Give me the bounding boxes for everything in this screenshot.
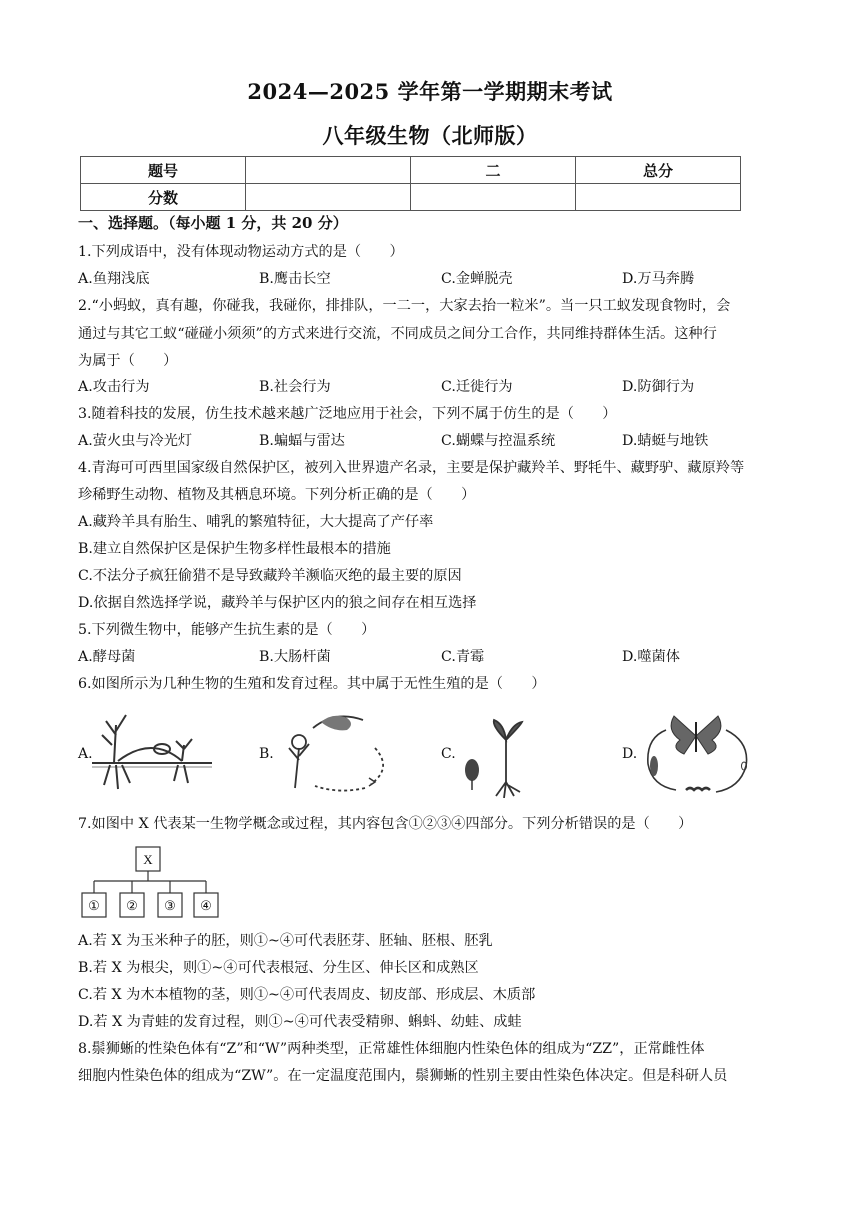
diagram-child-label: ③ (164, 898, 176, 913)
figure-label-c: C. (441, 746, 456, 762)
question-stem-line: 2.“小蚂蚁，真有趣，你碰我，我碰你，排排队，一二一，大家去抬一粒米”。当一只工蚁发现食物时，会 (78, 298, 731, 314)
option-a: A.攻击行为 (78, 379, 150, 395)
option-d: D.蜻蜓与地铁 (622, 433, 709, 449)
option-b: B.鹰击长空 (259, 271, 331, 287)
question-stem-line: 8.鬃狮蜥的性染色体有“Z”和“W”两种类型，正常雄性体细胞内性染色体的组成为“ZZ”，正常雌性体 (78, 1041, 705, 1057)
score-cell (246, 157, 411, 184)
option-c: C.迁徙行为 (441, 379, 513, 395)
option-c: C.青霉 (441, 649, 485, 665)
option-c: C.若 X 为木本植物的茎，则①~④可代表周皮、韧皮部、形成层、木质部 (78, 987, 536, 1003)
score-cell: 题号 (81, 157, 246, 184)
option-c: C.金蝉脱壳 (441, 271, 513, 287)
score-table (80, 156, 741, 211)
score-cell: 总分 (576, 157, 741, 184)
option-b: B.若 X 为根尖，则①~④可代表根冠、分生区、伸长区和成熟区 (78, 960, 479, 976)
question-stem-line: 为属于（ ） (78, 353, 178, 369)
option-a: A.藏羚羊具有胎生、哺乳的繁殖特征，大大提高了产仔率 (78, 514, 434, 530)
score-cell: 分数 (81, 184, 246, 211)
plant-runner-figure (92, 705, 212, 795)
option-d: D.防御行为 (622, 379, 695, 395)
option-d: D.万马奔腾 (622, 271, 695, 287)
flower-cycle-figure (275, 708, 400, 794)
diagram-child-label: ② (126, 898, 138, 913)
figure-label-d: D. (622, 746, 638, 762)
option-a: A.若 X 为玉米种子的胚，则①~④可代表胚芽、胚轴、胚根、胚乳 (78, 933, 493, 949)
option-d: D.依据自然选择学说，藏羚羊与保护区内的狼之间存在相互选择 (78, 595, 477, 611)
option-d: D.若 X 为青蛙的发育过程，则①~④可代表受精卵、蝌蚪、幼蛙、成蛙 (78, 1014, 522, 1030)
butterfly-metamorphosis-figure (636, 708, 756, 798)
option-a: A.鱼翔浅底 (78, 271, 150, 287)
diagram-root-label: X (143, 852, 153, 867)
question-stem: 3.随着科技的发展，仿生技术越来越广泛地应用于社会，下列不属于仿生的是（ ） (78, 406, 617, 422)
question-stem-line: 4.青海可可西里国家级自然保护区，被列入世界遗产名录，主要是保护藏羚羊、野牦牛、藏野驴、藏原羚等 (78, 460, 745, 476)
seed-germination-figure (458, 712, 538, 798)
concept-tree-diagram (80, 845, 230, 920)
option-b: B.蝙蝠与雷达 (259, 433, 345, 449)
figure-label-b: B. (259, 746, 274, 762)
option-b: B.大肠杆菌 (259, 649, 331, 665)
question-stem-line: 珍稀野生动物、植物及其栖息环境。下列分析正确的是（ ） (78, 487, 476, 503)
question-stem-line: 通过与其它工蚁“碰碰小须须”的方式来进行交流，不同成员之间分工合作，共同维持群体生活。这种行 (78, 326, 717, 342)
score-cell (411, 184, 576, 211)
page-subtitle: 八年级生物（北师版） (322, 123, 538, 148)
option-c: C.不法分子疯狂偷猎不是导致藏羚羊濒临灭绝的最主要的原因 (78, 568, 462, 584)
score-table-score-row (81, 184, 741, 211)
question-stem: 7.如图中 X 代表某一生物学概念或过程，其内容包含①②③④四部分。下列分析错误的是（ ） (78, 816, 693, 832)
question-stem: 6.如图所示为几种生物的生殖和发育过程。其中属于无性生殖的是（ ） (78, 676, 546, 692)
score-table-header-row (81, 157, 741, 184)
question-stem: 1.下列成语中，没有体现动物运动方式的是（ ） (78, 244, 404, 260)
score-cell: 二 (411, 157, 576, 184)
option-a: A.萤火虫与冷光灯 (78, 433, 193, 449)
question-stem-line: 细胞内性染色体的组成为“ZW”。在一定温度范围内，鬃狮蜥的性别主要由性染色体决定。但是科研人员 (78, 1068, 728, 1084)
score-cell (246, 184, 411, 211)
diagram-child-label: ④ (200, 898, 212, 913)
option-b: B.建立自然保护区是保护生物多样性最根本的措施 (78, 541, 391, 557)
diagram-child-label: ① (88, 898, 100, 913)
option-c: C.蝴蝶与控温系统 (441, 433, 556, 449)
section-heading: 一、选择题。（每小题 1 分，共 20 分） (78, 214, 348, 232)
option-b: B.社会行为 (259, 379, 331, 395)
score-cell (576, 184, 741, 211)
page-title: 2024—2025 学年第一学期期末考试 (247, 79, 613, 104)
option-d: D.噬菌体 (622, 649, 680, 665)
question-stem: 5.下列微生物中，能够产生抗生素的是（ ） (78, 622, 376, 638)
figure-label-a: A. (78, 746, 93, 762)
option-a: A.酵母菌 (78, 649, 136, 665)
